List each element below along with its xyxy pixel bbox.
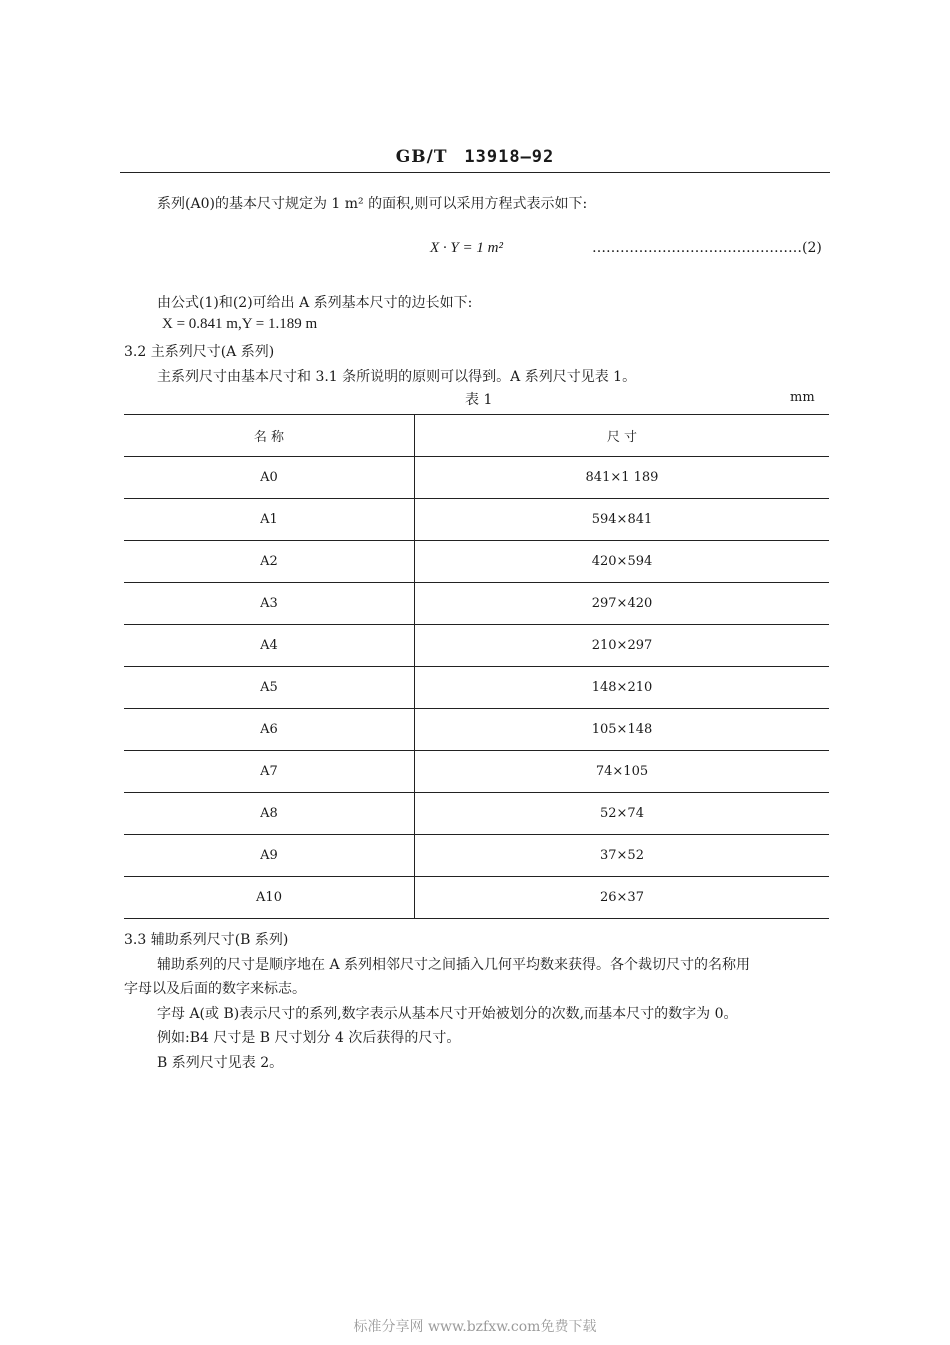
table-row bbox=[124, 751, 829, 793]
standard-code: GB/T bbox=[395, 147, 448, 167]
table-row bbox=[124, 667, 829, 709]
section-3-3-para-3: 例如:B4 尺寸是 B 尺寸划分 4 次后获得的尺寸。 bbox=[157, 1030, 461, 1046]
cell-name: A0 bbox=[124, 457, 415, 499]
table-header-row bbox=[124, 415, 829, 457]
cell-size: 52×74 bbox=[415, 793, 830, 835]
table-row bbox=[124, 541, 829, 583]
table-row bbox=[124, 625, 829, 667]
section-3-3-para-4: B 系列尺寸见表 2。 bbox=[157, 1055, 284, 1071]
table-row bbox=[124, 499, 829, 541]
section-3-3-para-2: 字母 A(或 B)表示尺寸的系列,数字表示从基本尺寸开始被划分的次数,而基本尺寸的数字为 0。 bbox=[157, 1006, 738, 1022]
table-caption: 表 1 bbox=[465, 392, 493, 408]
table-row bbox=[124, 457, 829, 499]
paragraph-a0-area: 系列(A0)的基本尺寸规定为 1 m² 的面积,则可以采用方程式表示如下: bbox=[157, 196, 588, 212]
cell-size: 74×105 bbox=[415, 751, 830, 793]
cell-size: 148×210 bbox=[415, 667, 830, 709]
cell-name: A6 bbox=[124, 709, 415, 751]
cell-size: 297×420 bbox=[415, 583, 830, 625]
cell-size: 594×841 bbox=[415, 499, 830, 541]
cell-name: A10 bbox=[124, 877, 415, 919]
section-3-3-para-1b: 字母以及后面的数字来标志。 bbox=[124, 981, 306, 997]
column-header-size: 尺 寸 bbox=[415, 415, 830, 457]
standard-number: 13918—92 bbox=[464, 147, 555, 167]
section-3-2-text: 主系列尺寸由基本尺寸和 3.1 条所说明的原则可以得到。A 系列尺寸见表 1。 bbox=[157, 369, 637, 385]
page-header bbox=[0, 147, 950, 167]
cell-name: A8 bbox=[124, 793, 415, 835]
equation-2: X · Y = 1 m² bbox=[430, 240, 503, 256]
section-3-2-title: 3.2 主系列尺寸(A 系列) bbox=[124, 344, 275, 360]
table-row bbox=[124, 583, 829, 625]
header-rule bbox=[120, 172, 830, 173]
table-1 bbox=[124, 414, 829, 919]
section-3-3-title: 3.3 辅助系列尺寸(B 系列) bbox=[124, 932, 289, 948]
table-row bbox=[124, 835, 829, 877]
column-header-name: 名 称 bbox=[124, 415, 415, 457]
cell-name: A1 bbox=[124, 499, 415, 541]
cell-size: 105×148 bbox=[415, 709, 830, 751]
cell-name: A3 bbox=[124, 583, 415, 625]
table-row bbox=[124, 709, 829, 751]
cell-name: A7 bbox=[124, 751, 415, 793]
cell-size: 26×37 bbox=[415, 877, 830, 919]
section-3-3-para-1a: 辅助系列的尺寸是顺序地在 A 系列相邻尺寸之间插入几何平均数来获得。各个裁切尺寸的名称用 bbox=[157, 957, 751, 973]
cell-name: A5 bbox=[124, 667, 415, 709]
footer-watermark: 标准分享网 www.bzfxw.com免费下载 bbox=[353, 1319, 597, 1335]
cell-size: 841×1 189 bbox=[415, 457, 830, 499]
table-unit: mm bbox=[790, 390, 815, 405]
paragraph-edge-lengths: 由公式(1)和(2)可给出 A 系列基本尺寸的边长如下: bbox=[157, 295, 473, 311]
table-row bbox=[124, 793, 829, 835]
cell-name: A2 bbox=[124, 541, 415, 583]
table-row bbox=[124, 877, 829, 919]
edge-length-values: X = 0.841 m,Y = 1.189 m bbox=[162, 316, 318, 332]
cell-size: 37×52 bbox=[415, 835, 830, 877]
cell-name: A4 bbox=[124, 625, 415, 667]
cell-name: A9 bbox=[124, 835, 415, 877]
cell-size: 210×297 bbox=[415, 625, 830, 667]
equation-number: ………………………………………(2) bbox=[592, 240, 822, 256]
cell-size: 420×594 bbox=[415, 541, 830, 583]
